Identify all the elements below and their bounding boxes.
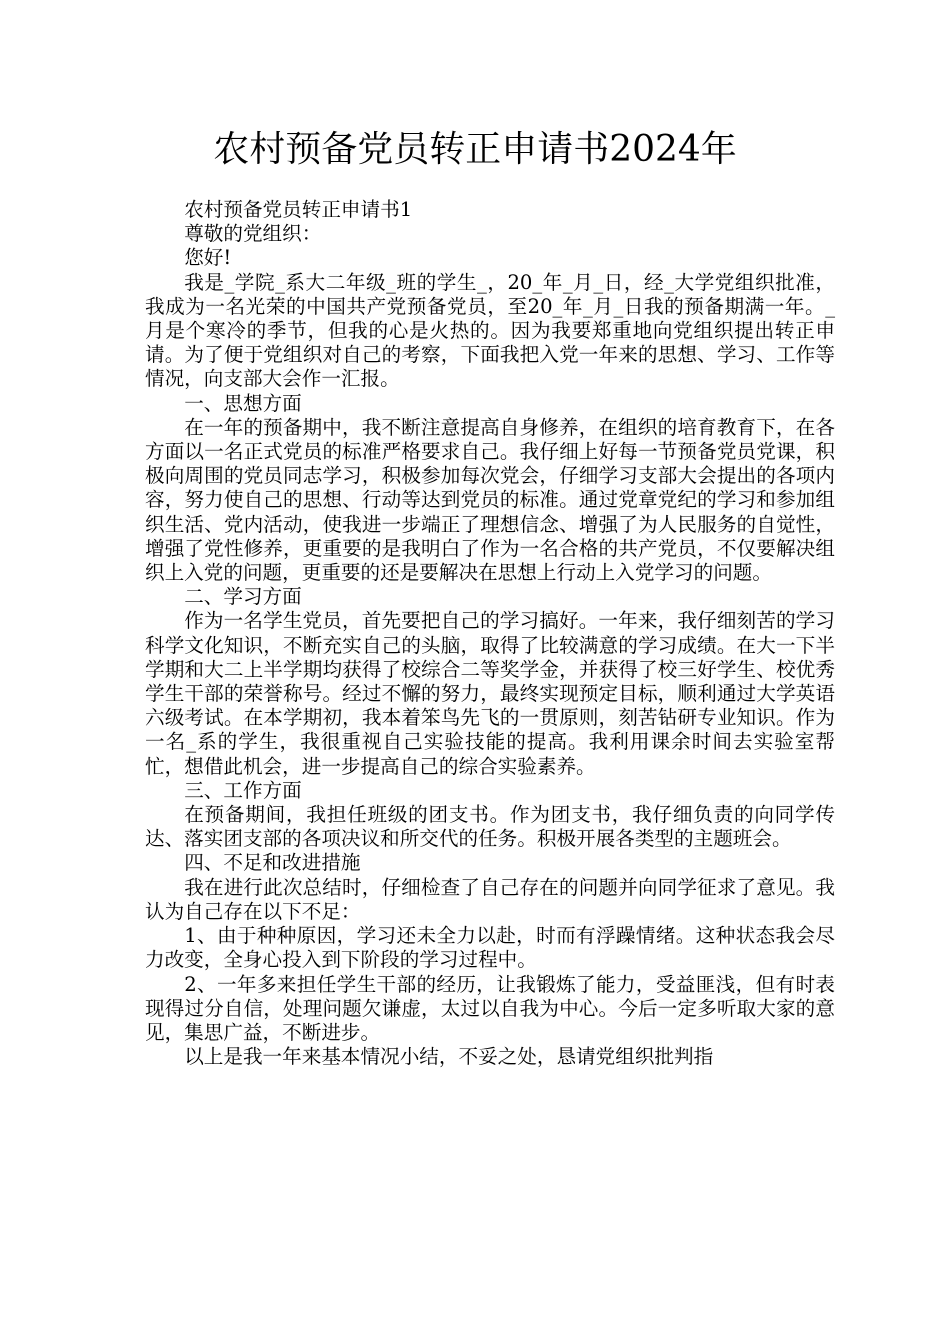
paragraph-intro: 我是_学院_系大二年级_班的学生_，20_年_月_日，经_大学党组织批准，我成为一名光荣的中国共产党预备党员，至20_年_月_日我的预备期满一年。_月是个寒冷的季节，但我的心是火热的。因为我要郑重地向党组织提出转正申请。为了便于党组织对自己的考察，下面我把入党一年来的思想、学习、工作等情况，向支部大会作一汇报。: [145, 270, 835, 391]
paragraph-improvement: 我在进行此次总结时，仔细检查了自己存在的问题并向同学征求了意见。我认为自己存在以下不足：: [145, 875, 835, 923]
subtitle: 农村预备党员转正申请书1: [184, 198, 413, 221]
salutation: 尊敬的党组织：: [184, 222, 322, 246]
document-body: [145, 198, 835, 1069]
list-item-shortcoming-2: 2、一年多来担任学生干部的经历，让我锻炼了能力，受益匪浅，但有时表现得过分自信，处理问题欠谦虚，太过以自我为中心。今后一定多听取大家的意见，集思广益，不断进步。: [145, 972, 835, 1044]
paragraph-thought: 在一年的预备期中，我不断注意提高自身修养，在组织的培育教育下，在各方面以一名正式党员的标准严格要求自己。我仔细上好每一节预备党员党课，积极向周围的党员同志学习，积极参加每次党会，仔细学习支部大会提出的各项内容，努力使自己的思想、行动等达到党员的标准。通过党章党纪的学习和参加组织生活、党内活动，使我进一步端正了理想信念、增强了为人民服务的自觉性，增强了党性修养，更重要的是我明白了作为一名合格的共产党员，不仅要解决组织上入党的问题，更重要的还是要解决在思想上行动上入党学习的问题。: [145, 415, 835, 585]
greeting: 您好!: [184, 246, 232, 270]
paragraph-study: 作为一名学生党员，首先要把自己的学习搞好。一年来，我仔细刻苦的学习科学文化知识，不断充实自己的头脑，取得了比较满意的学习成绩。在大一下半学期和大二上半学期均获得了校综合二等奖学金，并获得了校三好学生、校优秀学生干部的荣誉称号。经过不懈的努力，最终实现预定目标，顺利通过大学英语六级考试。在本学期初，我本着笨鸟先飞的一贯原则，刻苦钻研专业知识。作为一名_系的学生，我很重视自己实验技能的提高。我利用课余时间去实验室帮忙，想借此机会，进一步提高自己的综合实验素养。: [145, 609, 835, 778]
paragraph-work: 在预备期间，我担任班级的团支书。作为团支书，我仔细负责的向同学传达、落实团支部的各项决议和所交代的任务。积极开展各类型的主题班会。: [145, 803, 835, 851]
list-item-shortcoming-1: 1、由于种种原因，学习还未全力以赴，时而有浮躁情绪。这种状态我会尽力改变，全身心投入到下阶段的学习过程中。: [145, 924, 835, 972]
paragraph-conclusion: 以上是我一年来基本情况小结，不妥之处，恳请党组织批判指: [184, 1045, 714, 1069]
section-heading-work: 三、工作方面: [184, 778, 302, 802]
section-heading-thought: 一、思想方面: [184, 391, 302, 415]
section-heading-improvement: 四、不足和改进措施: [184, 851, 361, 875]
document-title: 农村预备党员转正申请书2024年: [213, 129, 737, 170]
section-heading-study: 二、学习方面: [184, 585, 302, 609]
